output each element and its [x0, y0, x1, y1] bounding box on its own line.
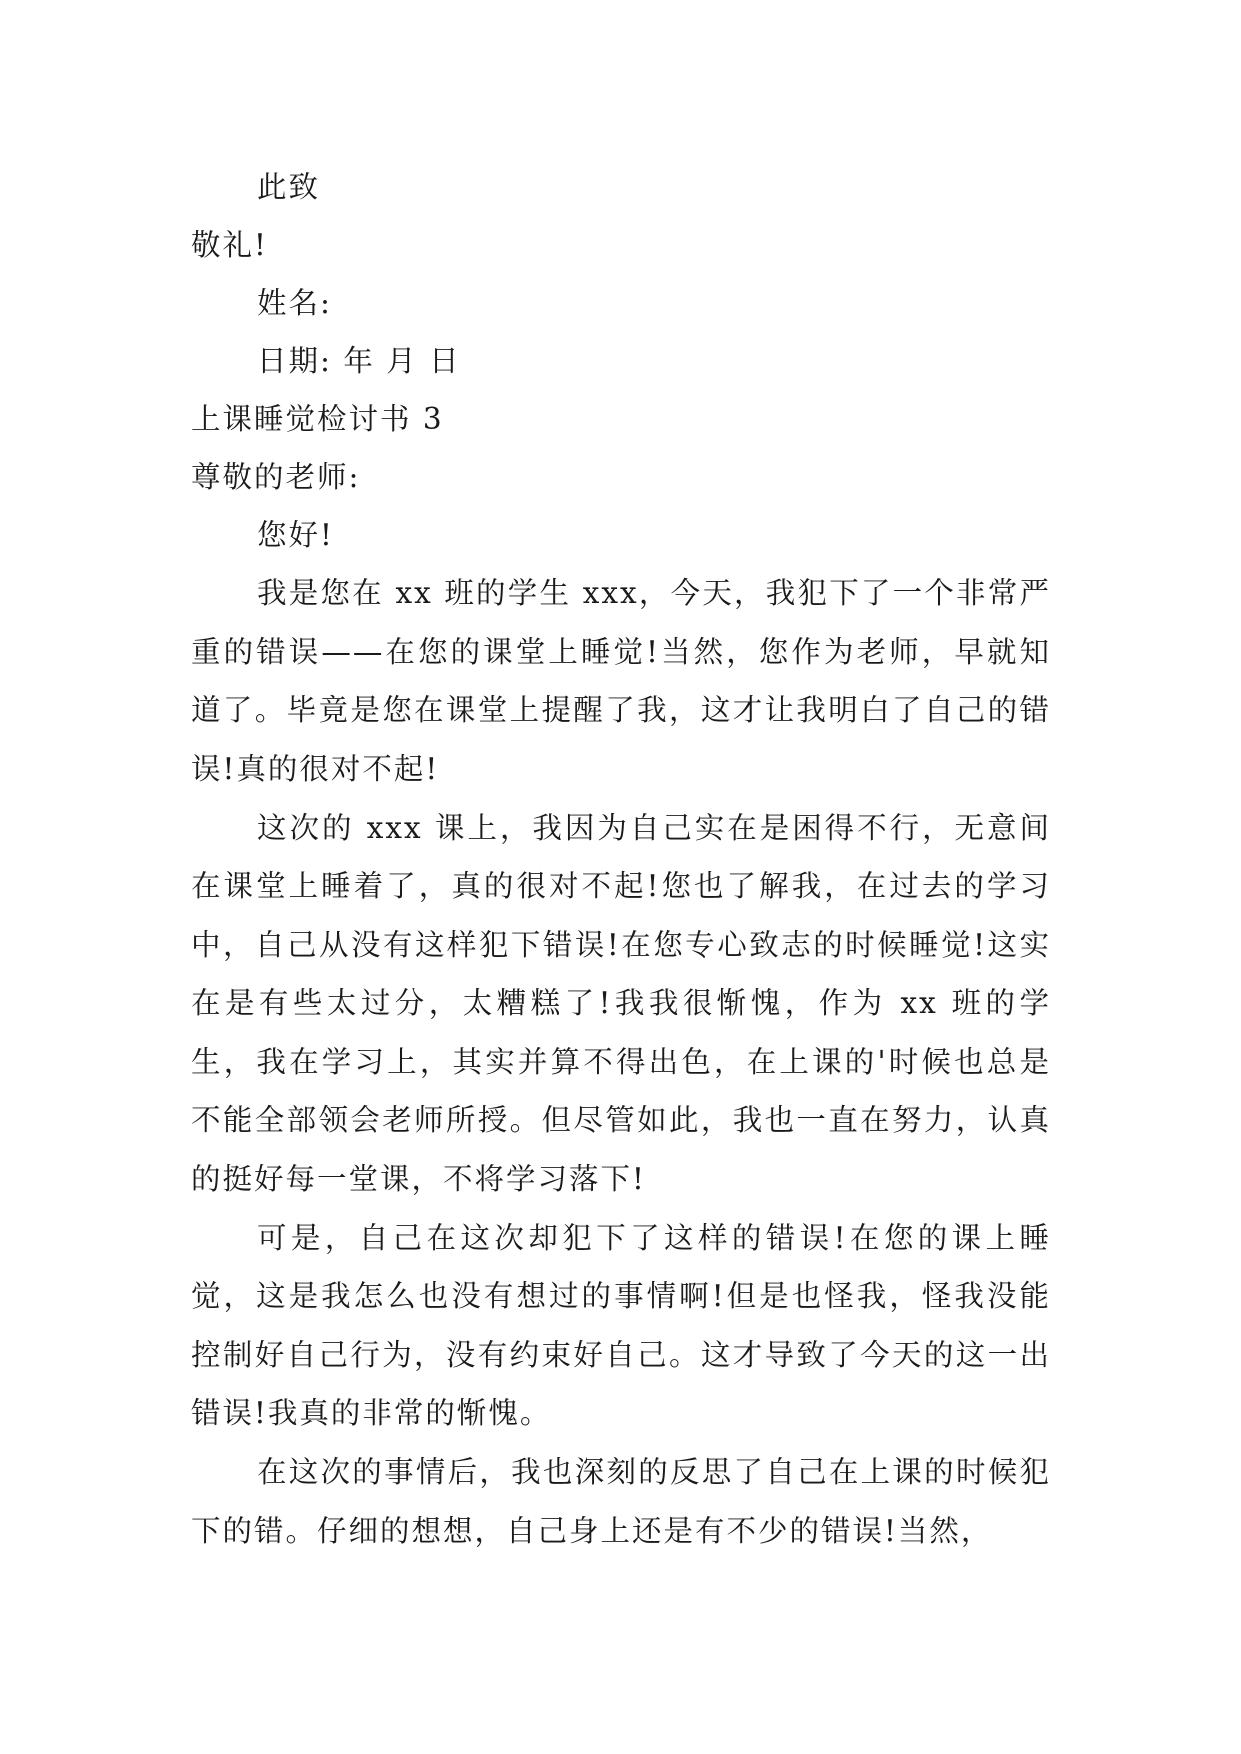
paragraph: 我是您在 xx 班的学生 xxx，今天，我犯下了一个非常严重的错误——在您的课堂上睡觉!当然，您作为老师，早就知道了。毕竟是您在课堂上提醒了我，这才让我明白了自己的错误!真的很对不起!	[191, 576, 1051, 786]
salute-line: 敬礼!	[191, 228, 268, 262]
closing-line: 此致	[257, 170, 321, 204]
name-label: 姓名:	[257, 286, 332, 320]
paragraph: 这次的 xxx 课上，我因为自己实在是困得不行，无意间在课堂上睡着了，真的很对不起!您也了解我，在过去的学习中，自己从没有这样犯下错误!在您专心致志的时候睡觉!这实在是有些太过分，太糟糕了!我我很惭愧，作为 xx 班的学生，我在学习上，其实并算不得出色，在上课的'时候也总是不能全部领会老师所授。但尽管如此，我也一直在努力，认真的挺好每一堂课，不将学习落下!	[191, 810, 1051, 1196]
section-title: 上课睡觉检讨书 3	[191, 402, 444, 436]
document-body	[191, 158, 1051, 1561]
greeting-line: 尊敬的老师:	[191, 460, 361, 494]
paragraph: 可是，自己在这次却犯下了这样的错误!在您的课上睡觉，这是我怎么也没有想过的事情啊!但是也怪我，怪我没能控制好自己行为，没有约束好自己。这才导致了今天的这一出错误!我真的非常的惭愧。	[191, 1220, 1051, 1430]
date-label: 日期: 年 月 日	[257, 344, 461, 378]
paragraph: 在这次的事情后，我也深刻的反思了自己在上课的时候犯下的错。仔细的想想，自己身上还是有不少的错误!当然，	[191, 1455, 1051, 1548]
hello-line: 您好!	[257, 518, 334, 552]
